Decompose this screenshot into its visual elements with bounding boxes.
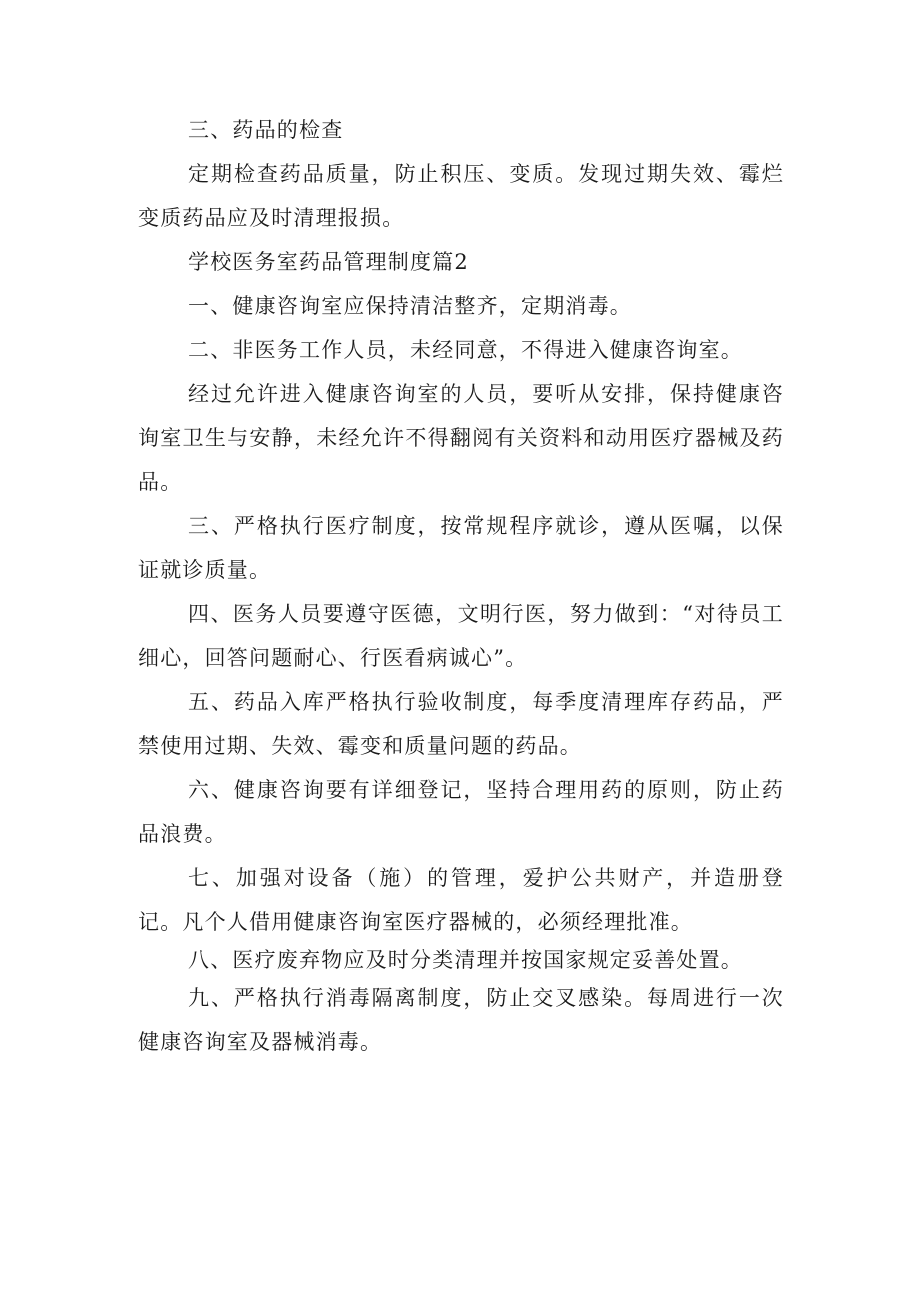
paragraph-item-1: 一、健康咨询室应保持清洁整齐，定期消毒。 xyxy=(188,294,632,318)
paragraph-item-2: 二、非医务工作人员，未经同意，不得进入健康咨询室。 xyxy=(188,338,743,362)
paragraph-item-5: 五、药品入库严格执行验收制度，每季度清理库存药品，严禁使用过期、失效、霉变和质量问题的药品。 xyxy=(138,690,784,758)
paragraph-section-3-heading: 三、药品的检查 xyxy=(188,118,344,142)
paragraph-item-2-detail: 经过允许进入健康咨询室的人员，要听从安排，保持健康咨询室卫生与安静，未经允许不得翻阅有关资料和动用医疗器械及药品。 xyxy=(138,382,784,494)
paragraph-item-9: 九、严格执行消毒隔离制度，防止交叉感染。每周进行一次健康咨询室及器械消毒。 xyxy=(138,986,784,1054)
paragraph-drug-inspection: 定期检查药品质量，防止积压、变质。发现过期失效、霉烂变质药品应及时清理报损。 xyxy=(138,162,784,230)
paragraph-item-8: 八、医疗废弃物应及时分类清理并按国家规定妥善处置。 xyxy=(188,948,743,972)
paragraph-item-7: 七、加强对设备（施）的管理，爱护公共财产，并造册登记。凡个人借用健康咨询室医疗器械的，必须经理批准。 xyxy=(138,866,784,934)
paragraph-article-title: 学校医务室药品管理制度篇2 xyxy=(188,250,469,274)
document-body xyxy=(138,108,784,1064)
paragraph-item-4: 四、医务人员要遵守医德，文明行医，努力做到：“对待员工细心，回答问题耐心、行医看病诚心”。 xyxy=(138,602,784,670)
paragraph-item-3: 三、严格执行医疗制度，按常规程序就诊，遵从医嘱，以保证就诊质量。 xyxy=(138,514,784,582)
paragraph-item-6: 六、健康咨询要有详细登记，坚持合理用药的原则，防止药品浪费。 xyxy=(138,778,784,846)
